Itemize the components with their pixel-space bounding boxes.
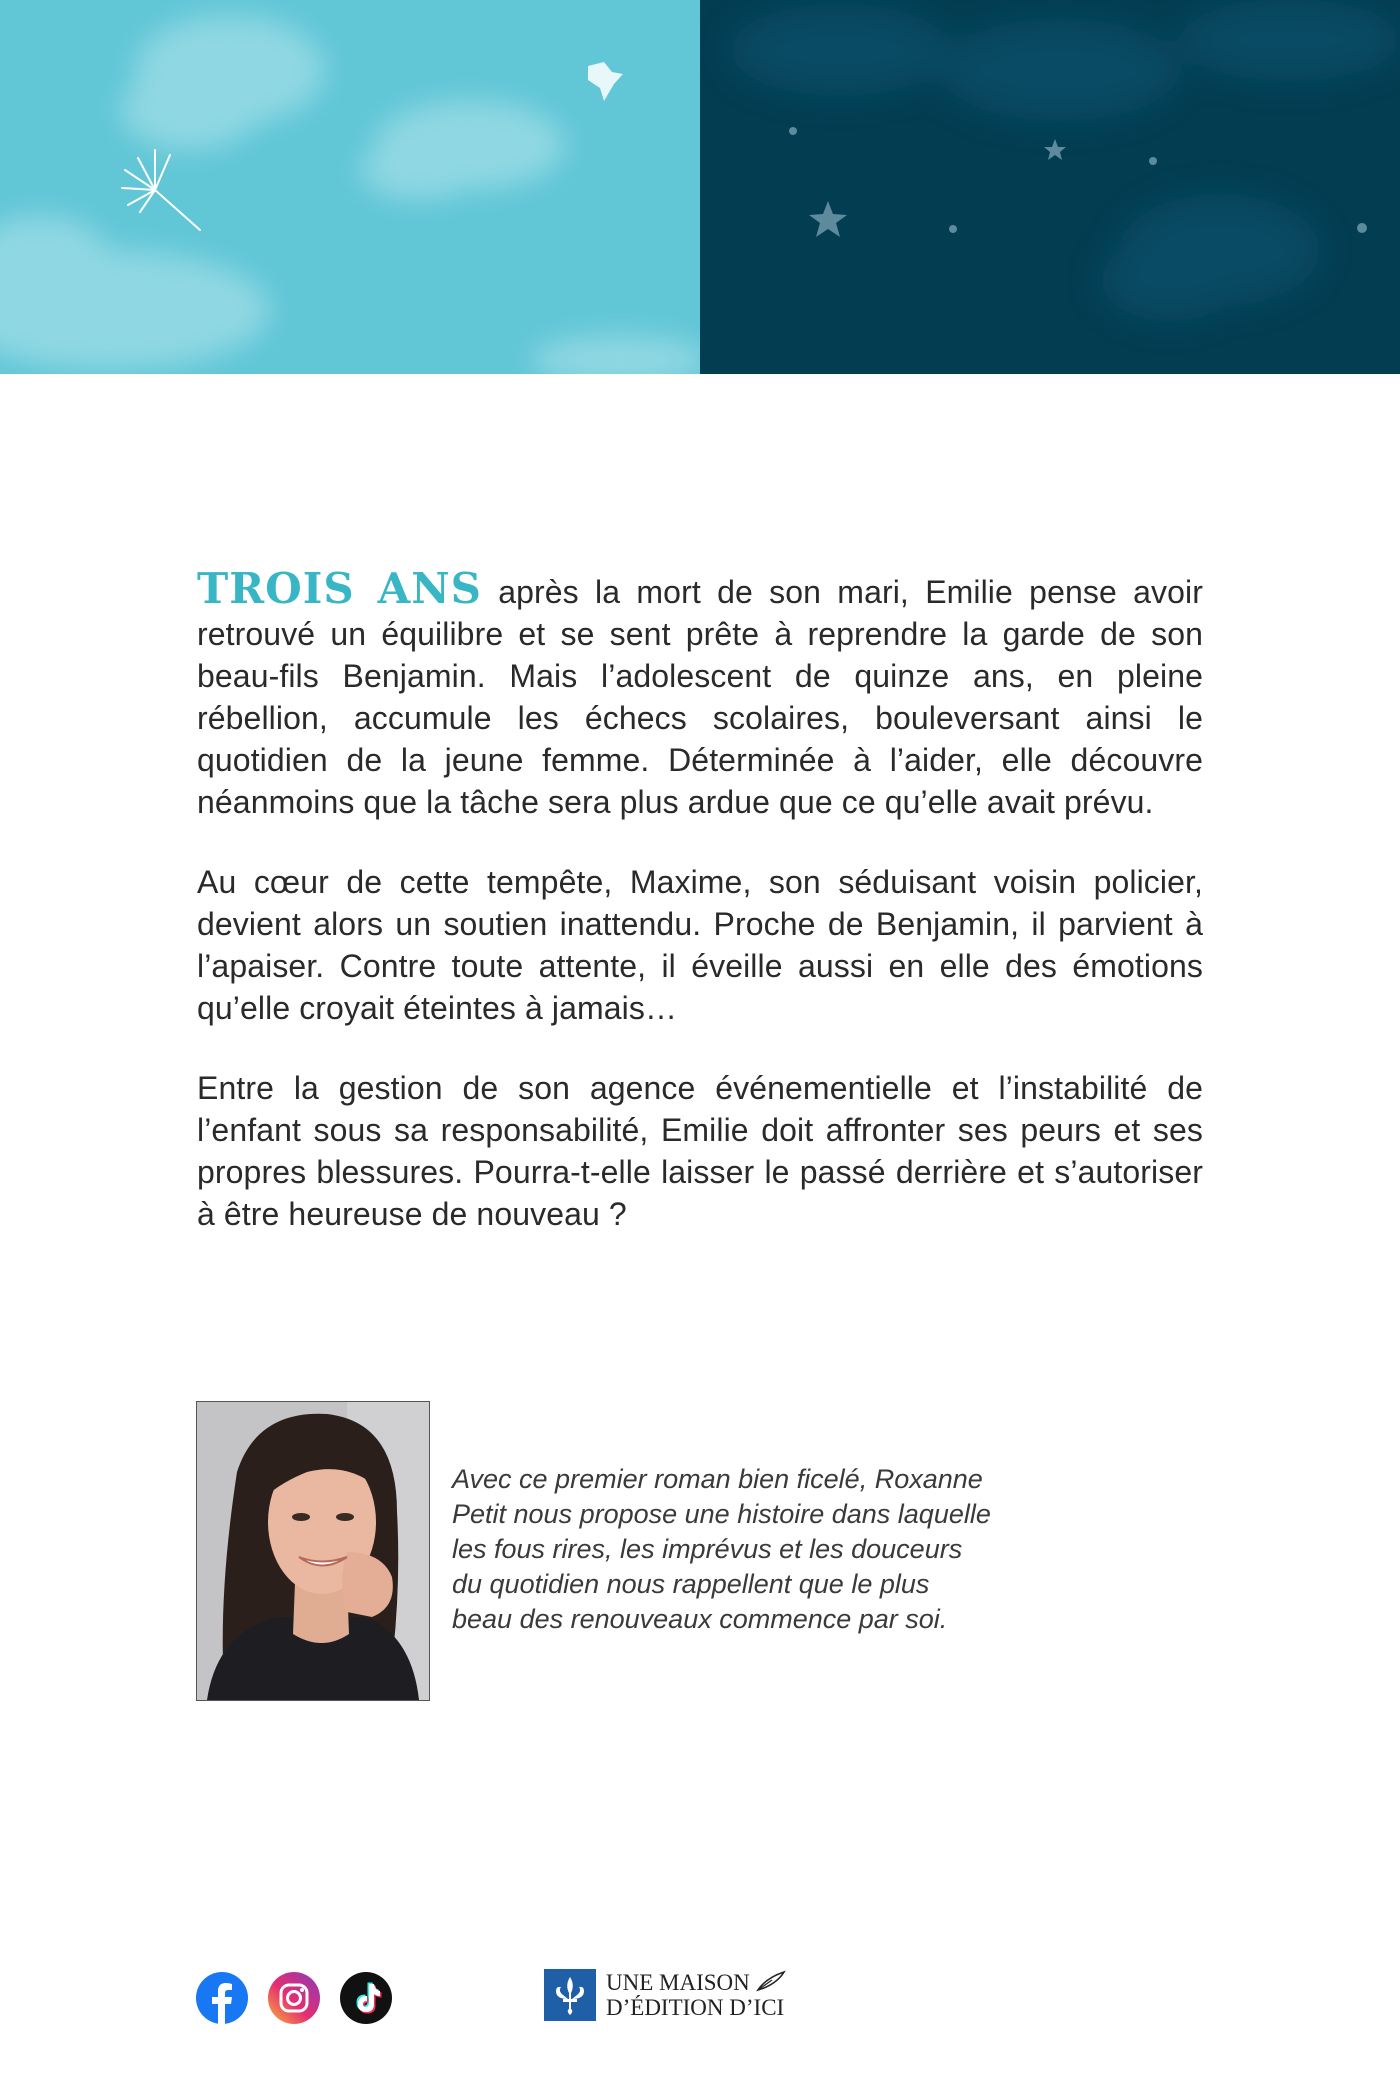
author-photo	[196, 1401, 430, 1701]
fleur-de-lis-flag-icon	[544, 1969, 596, 2021]
quote-line: du quotidien nous rappellent que le plus	[452, 1569, 930, 1599]
blurb-paragraph-2: Au cœur de cette tempête, Maxime, son séduisant voisin policier, devient alors un soutien inattendu. Proche de Benjamin, il parvient à l’apaiser. Contre toute attente, il éveille aussi en elle des émotions qu’elle croyait éteintes à jamais…	[197, 864, 1203, 1026]
cover-top-band	[0, 0, 1400, 374]
publisher-logo	[544, 1969, 786, 2021]
facebook-icon[interactable]	[196, 1972, 248, 2024]
publisher-name	[606, 1970, 786, 2020]
quote-line: beau des renouveaux commence par soi.	[452, 1604, 948, 1634]
author-portrait-image	[197, 1402, 429, 1700]
blurb-paragraph-3: Entre la gestion de son agence événementielle et l’instabilité de l’enfant sous sa responsabilité, Emilie doit affronter ses peurs et ses propres blessures. Pourra-t-elle laisser le passé derrière et s’autoriser à être heureuse de nouveau ?	[197, 1070, 1203, 1232]
day-sky-illustration	[0, 0, 700, 374]
publisher-line-2: D’ÉDITION D’ICI	[606, 1995, 785, 2020]
star-icon	[809, 201, 847, 237]
author-quote	[452, 1462, 1062, 1637]
blurb-paragraph-1-text: après la mort de son mari, Emilie pense avoir retrouvé un équilibre et se sent prête à reprendre la garde de son beau-fils Benjamin. Mais l’adolescent de quinze ans, en pleine rébellion, accumule les échecs scolaires, bouleversant ainsi le quotidien de la jeune femme. Déterminée à l’aider, elle découvre néanmoins que la tâche sera plus ardue que ce qu’elle avait prévu.	[197, 574, 1204, 820]
night-sky-illustration	[700, 0, 1400, 374]
publisher-line-1: UNE MAISON	[606, 1970, 786, 1995]
quill-pen-icon	[756, 1970, 786, 1992]
back-cover-blurb	[197, 564, 1204, 1273]
quote-line: Avec ce premier roman bien ficelé, Roxanne	[452, 1464, 983, 1494]
social-links	[196, 1972, 392, 2024]
bird-icon	[588, 62, 623, 101]
quote-line: les fous rires, les imprévus et les douceurs	[452, 1534, 963, 1564]
night-sky-panel	[700, 0, 1400, 374]
day-sky-panel	[0, 0, 700, 374]
tiktok-icon[interactable]	[340, 1972, 392, 2024]
blurb-paragraph-1	[197, 564, 1204, 823]
quote-line: Petit nous propose une histoire dans laquelle	[452, 1499, 991, 1529]
dandelion-seed-icon	[122, 150, 200, 230]
blurb-lead-words: TROIS ANS	[197, 564, 482, 613]
star-icon	[1044, 139, 1066, 160]
instagram-icon[interactable]	[268, 1972, 320, 2024]
